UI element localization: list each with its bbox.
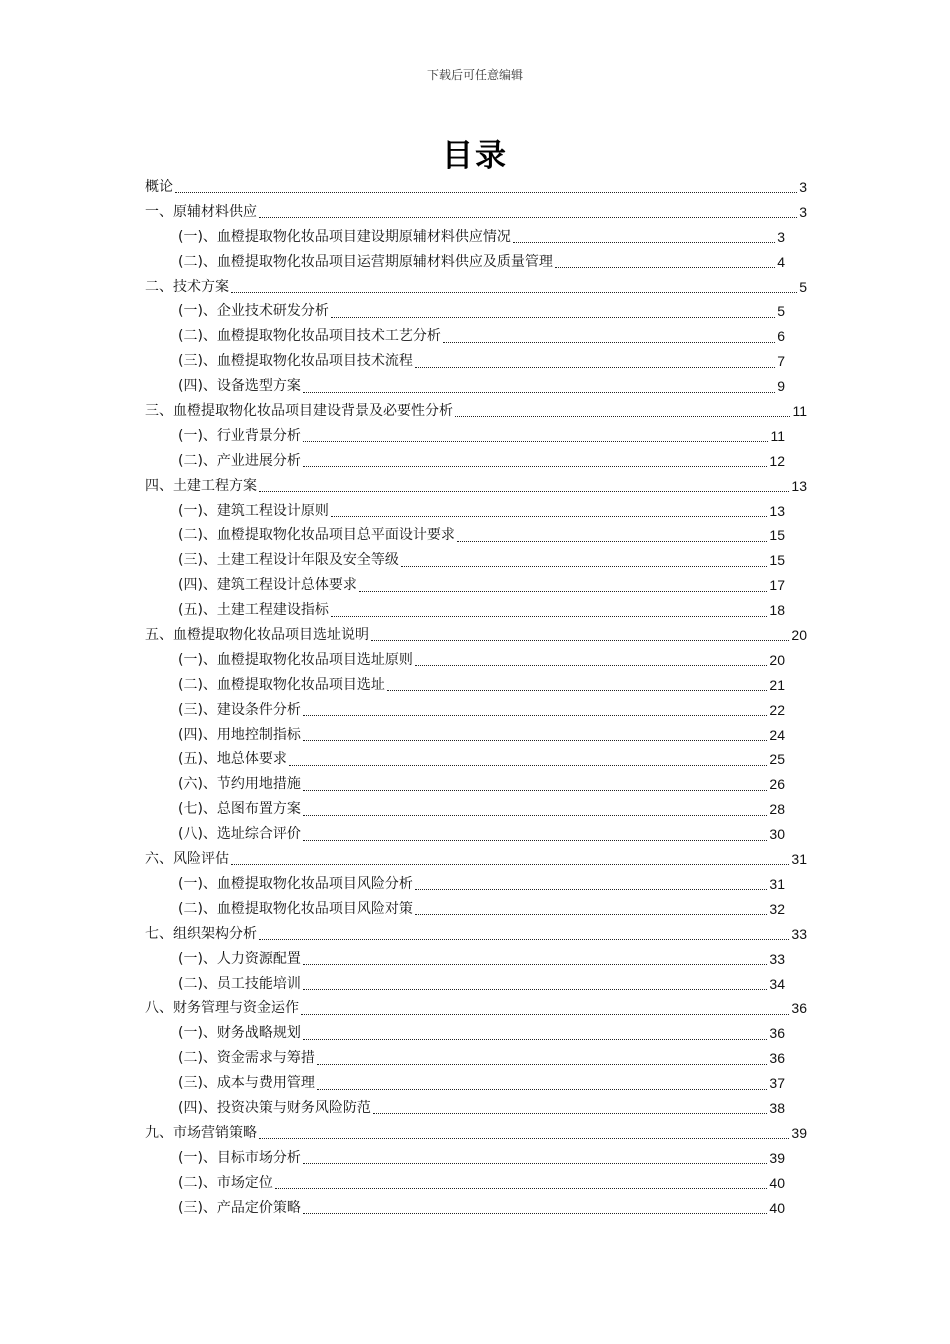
toc-subentry[interactable]: [145, 1146, 785, 1171]
toc-entry-page-number: 31: [769, 875, 785, 892]
toc-entry-label: (四)、投资决策与财务风险防范: [178, 1099, 371, 1116]
toc-subentry[interactable]: [145, 499, 785, 524]
toc-entry-page-number: 31: [791, 851, 807, 868]
toc-entry-page-number: 20: [769, 651, 785, 668]
toc-entry-label: (三)、成本与费用管理: [178, 1075, 315, 1092]
toc-dot-leader: [303, 739, 767, 741]
toc-entry-label: (二)、产业进展分析: [178, 452, 301, 469]
toc-subentry[interactable]: [145, 772, 785, 797]
toc-entry-label: 六、风险评估: [145, 851, 229, 868]
toc-entry[interactable]: [145, 200, 807, 225]
toc-dot-leader: [259, 216, 797, 218]
toc-entry-label: (二)、血橙提取物化妆品项目运营期原辅材料供应及质量管理: [178, 253, 553, 270]
toc-entry-page-number: 30: [769, 826, 785, 843]
toc-subentry[interactable]: [145, 947, 785, 972]
toc-entry-label: (二)、资金需求与筹措: [178, 1050, 315, 1067]
toc-entry-page-number: 15: [769, 527, 785, 544]
toc-entry[interactable]: [145, 623, 807, 648]
toc-subentry[interactable]: [145, 449, 785, 474]
toc-subentry[interactable]: [145, 548, 785, 573]
toc-dot-leader: [259, 1137, 789, 1139]
toc-subentry[interactable]: [145, 1096, 785, 1121]
toc-entry-label: (三)、建设条件分析: [178, 701, 301, 718]
page-header-note: 下载后可任意编辑: [426, 68, 523, 82]
toc-entry-label: 一、原辅材料供应: [145, 203, 257, 220]
toc-entry-page-number: 5: [799, 278, 807, 295]
toc-dot-leader: [555, 266, 775, 268]
toc-entry-label: (五)、地总体要求: [178, 751, 287, 768]
toc-entry[interactable]: [145, 175, 807, 200]
toc-subentry[interactable]: [145, 573, 785, 598]
toc-subentry[interactable]: [145, 598, 785, 623]
toc-entry-page-number: 13: [769, 502, 785, 519]
toc-entry-label: (二)、血橙提取物化妆品项目技术工艺分析: [178, 328, 441, 345]
toc-entry[interactable]: [145, 275, 807, 300]
toc-entry-page-number: 24: [769, 726, 785, 743]
toc-subentry[interactable]: [145, 797, 785, 822]
toc-dot-leader: [415, 366, 775, 368]
toc-dot-leader: [513, 241, 775, 243]
toc-dot-leader: [387, 689, 767, 691]
toc-entry-label: 三、血橙提取物化妆品项目建设背景及必要性分析: [145, 403, 453, 420]
toc-subentry[interactable]: [145, 349, 785, 374]
toc-entry-label: (六)、节约用地措施: [178, 776, 301, 793]
toc-entry-label: (四)、设备选型方案: [178, 378, 301, 395]
toc-dot-leader: [231, 863, 789, 865]
toc-dot-leader: [371, 639, 789, 641]
toc-entry-label: (二)、市场定位: [178, 1174, 273, 1191]
toc-subentry[interactable]: [145, 1021, 785, 1046]
toc-entry-page-number: 6: [777, 328, 785, 345]
toc-entry-page-number: 3: [799, 203, 807, 220]
toc-entry[interactable]: [145, 922, 807, 947]
toc-entry-label: (二)、血橙提取物化妆品项目总平面设计要求: [178, 527, 455, 544]
toc-dot-leader: [175, 191, 797, 193]
toc-entry[interactable]: [145, 474, 807, 499]
toc-dot-leader: [415, 664, 767, 666]
toc-entry-page-number: 26: [769, 776, 785, 793]
toc-entry-label: (一)、企业技术研发分析: [178, 303, 329, 320]
toc-entry-label: (一)、建筑工程设计原则: [178, 502, 329, 519]
toc-entry-page-number: 34: [769, 975, 785, 992]
toc-entry-page-number: 11: [792, 403, 807, 420]
toc-entry-label: (二)、血橙提取物化妆品项目选址: [178, 676, 385, 693]
toc-dot-leader: [303, 789, 767, 791]
toc-entry-page-number: 9: [777, 378, 785, 395]
toc-subentry[interactable]: [145, 698, 785, 723]
toc-dot-leader: [317, 1088, 767, 1090]
toc-dot-leader: [303, 714, 767, 716]
toc-dot-leader: [415, 888, 767, 890]
toc-subentry[interactable]: [145, 673, 785, 698]
toc-entry-label: 八、财务管理与资金运作: [145, 1000, 299, 1017]
toc-entry-label: (一)、行业背景分析: [178, 427, 301, 444]
toc-dot-leader: [359, 590, 767, 592]
toc-subentry[interactable]: [145, 324, 785, 349]
toc-subentry[interactable]: [145, 747, 785, 772]
toc-entry-label: (一)、人力资源配置: [178, 950, 301, 967]
toc-dot-leader: [455, 415, 790, 417]
toc-dot-leader: [303, 440, 769, 442]
toc-dot-leader: [303, 963, 767, 965]
toc-subentry[interactable]: [145, 648, 785, 673]
toc-entry-label: (三)、土建工程设计年限及安全等级: [178, 552, 399, 569]
toc-entry-page-number: 38: [769, 1099, 785, 1116]
toc-subentry[interactable]: [145, 225, 785, 250]
toc-entry-page-number: 25: [769, 751, 785, 768]
toc-entry-label: (一)、血橙提取物化妆品项目建设期原辅材料供应情况: [178, 228, 511, 245]
toc-entry[interactable]: [145, 399, 807, 424]
toc-entry-page-number: 21: [769, 676, 785, 693]
toc-entry-page-number: 15: [769, 552, 785, 569]
toc-dot-leader: [457, 540, 767, 542]
toc-dot-leader: [303, 391, 775, 393]
toc-dot-leader: [373, 1112, 767, 1114]
toc-dot-leader: [331, 515, 767, 517]
toc-entry-page-number: 17: [769, 577, 785, 594]
toc-entry-label: (一)、血橙提取物化妆品项目选址原则: [178, 651, 413, 668]
table-of-contents: [145, 175, 807, 1220]
toc-dot-leader: [415, 913, 767, 915]
toc-subentry[interactable]: [145, 374, 785, 399]
toc-dot-leader: [303, 465, 767, 467]
toc-subentry[interactable]: [145, 897, 785, 922]
toc-entry-page-number: 20: [791, 627, 807, 644]
toc-entry-page-number: 39: [791, 1124, 807, 1141]
toc-entry-page-number: 32: [769, 900, 785, 917]
toc-entry-label: 九、市场营销策略: [145, 1124, 257, 1141]
toc-entry-label: 概论: [145, 179, 173, 195]
toc-title: 目录: [442, 138, 508, 174]
toc-entry-label: (一)、血橙提取物化妆品项目风险分析: [178, 875, 413, 892]
toc-entry-label: 五、血橙提取物化妆品项目选址说明: [145, 627, 369, 644]
toc-entry-label: (四)、用地控制指标: [178, 726, 301, 743]
toc-entry[interactable]: [145, 996, 807, 1021]
toc-dot-leader: [303, 839, 767, 841]
toc-entry-page-number: 11: [770, 427, 785, 444]
toc-entry-page-number: 37: [769, 1075, 785, 1092]
toc-dot-leader: [317, 1063, 767, 1065]
toc-entry-page-number: 5: [777, 303, 785, 320]
toc-entry-label: (三)、血橙提取物化妆品项目技术流程: [178, 353, 413, 370]
toc-entry-page-number: 28: [769, 801, 785, 818]
toc-subentry[interactable]: [145, 250, 785, 275]
toc-dot-leader: [275, 1187, 767, 1189]
toc-dot-leader: [331, 316, 775, 318]
toc-entry-label: (二)、血橙提取物化妆品项目风险对策: [178, 900, 413, 917]
toc-dot-leader: [301, 1013, 789, 1015]
toc-subentry[interactable]: [145, 523, 785, 548]
toc-subentry[interactable]: [145, 1071, 785, 1096]
toc-dot-leader: [231, 291, 797, 293]
toc-entry-page-number: 4: [777, 253, 785, 270]
toc-entry-page-number: 40: [769, 1174, 785, 1191]
toc-entry-label: (一)、目标市场分析: [178, 1149, 301, 1166]
toc-entry-page-number: 36: [769, 1025, 785, 1042]
toc-entry-page-number: 12: [769, 452, 785, 469]
toc-entry-label: (一)、财务战略规划: [178, 1025, 301, 1042]
toc-dot-leader: [259, 490, 789, 492]
toc-subentry[interactable]: [145, 1046, 785, 1071]
toc-entry-page-number: 13: [791, 477, 807, 494]
toc-entry-page-number: 3: [799, 179, 807, 195]
toc-dot-leader: [303, 1162, 767, 1164]
toc-entry-page-number: 33: [791, 925, 807, 942]
toc-entry[interactable]: [145, 1121, 807, 1146]
toc-dot-leader: [259, 938, 789, 940]
toc-subentry[interactable]: [145, 822, 785, 847]
toc-dot-leader: [331, 615, 767, 617]
toc-subentry[interactable]: [145, 723, 785, 748]
toc-entry-label: 二、技术方案: [145, 278, 229, 295]
toc-entry-label: (五)、土建工程建设指标: [178, 602, 329, 619]
toc-entry-page-number: 3: [777, 228, 785, 245]
toc-subentry[interactable]: [145, 872, 785, 897]
toc-subentry[interactable]: [145, 424, 785, 449]
toc-dot-leader: [443, 341, 775, 343]
toc-dot-leader: [303, 1212, 767, 1214]
toc-entry-page-number: 7: [777, 353, 785, 370]
toc-entry-page-number: 40: [769, 1199, 785, 1216]
toc-subentry[interactable]: [145, 972, 785, 997]
toc-entry-page-number: 18: [769, 602, 785, 619]
toc-entry-label: (四)、建筑工程设计总体要求: [178, 577, 357, 594]
toc-entry-label: 四、土建工程方案: [145, 477, 257, 494]
toc-entry-label: 七、组织架构分析: [145, 925, 257, 942]
toc-subentry[interactable]: [145, 1196, 785, 1221]
toc-entry[interactable]: [145, 847, 807, 872]
toc-entry-label: (二)、员工技能培训: [178, 975, 301, 992]
toc-entry-label: (三)、产品定价策略: [178, 1199, 301, 1216]
toc-entry-label: (七)、总图布置方案: [178, 801, 301, 818]
toc-subentry[interactable]: [145, 299, 785, 324]
toc-entry-page-number: 36: [791, 1000, 807, 1017]
toc-entry-label: (八)、选址综合评价: [178, 826, 301, 843]
toc-subentry[interactable]: [145, 1171, 785, 1196]
toc-dot-leader: [303, 814, 767, 816]
toc-entry-page-number: 39: [769, 1149, 785, 1166]
toc-dot-leader: [401, 565, 767, 567]
toc-dot-leader: [289, 764, 767, 766]
toc-dot-leader: [303, 1038, 767, 1040]
toc-entry-page-number: 22: [769, 701, 785, 718]
toc-entry-page-number: 36: [769, 1050, 785, 1067]
toc-entry-page-number: 33: [769, 950, 785, 967]
toc-dot-leader: [303, 988, 767, 990]
